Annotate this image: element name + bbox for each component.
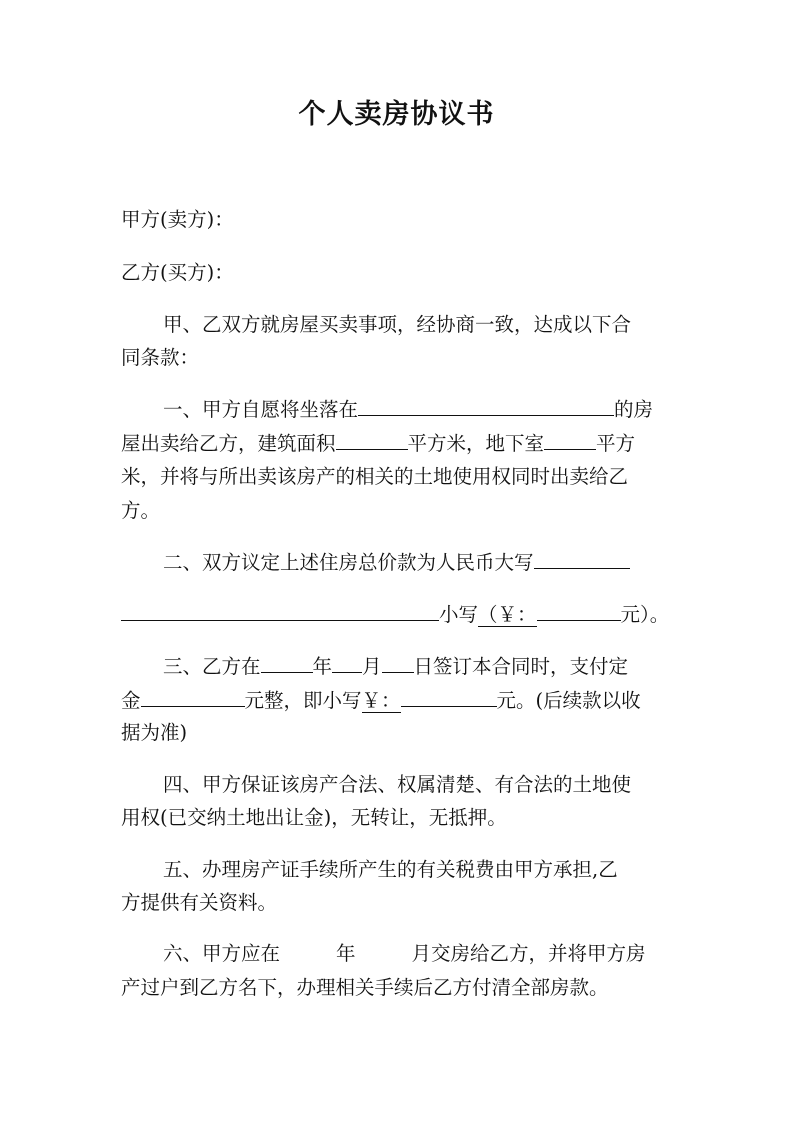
- clause-2-text: 二、双方议定上述住房总价款为人民币大写: [163, 551, 534, 574]
- clause-6-text: 月交房给乙方，并将甲方房: [411, 942, 646, 965]
- clause-1-text: 的房: [614, 398, 654, 421]
- clause-3-text: 元整，即小写: [244, 689, 362, 712]
- clause-3-text: 元。(后续款以收: [496, 689, 641, 712]
- clause-1-text: 一、甲方自愿将坐落在: [163, 398, 359, 421]
- clause-2-text: （￥：: [478, 603, 537, 626]
- clause-3-line-2: [121, 688, 641, 713]
- price-uppercase-blank-1[interactable]: [534, 550, 630, 569]
- party-a-label: 甲方(卖方)：: [121, 208, 234, 231]
- location-blank[interactable]: [358, 397, 614, 416]
- area-blank[interactable]: [336, 431, 408, 450]
- clause-4-line-2: 用权(已交纳土地出让金)，无转让，无抵押。: [121, 806, 507, 829]
- clause-4-line-1: 四、甲方保证该房产合法、权属清楚、有合法的土地使: [163, 773, 632, 796]
- party-b-label: 乙方(买方)：: [121, 261, 234, 284]
- clause-3-line-1: [163, 654, 628, 679]
- clause-1-text: 屋出卖给乙方，建筑面积: [121, 432, 336, 455]
- clause-6-line-1: [163, 942, 646, 966]
- clause-5-line-2: 方提供有关资料。: [121, 891, 278, 914]
- clause-3-text: 金: [121, 689, 141, 712]
- month-blank[interactable]: [332, 654, 362, 673]
- deposit-blank[interactable]: [141, 688, 245, 707]
- clause-5-line-1: 五、办理房产证手续所产生的有关税费由甲方承担,乙: [163, 858, 618, 881]
- clause-1-line-2: [121, 431, 635, 456]
- clause-1-line-1: [163, 397, 653, 422]
- price-uppercase-blank-2[interactable]: [121, 602, 439, 621]
- price-number-blank[interactable]: [537, 602, 621, 621]
- clause-6-text: 年: [336, 942, 356, 965]
- basement-area-blank[interactable]: [544, 431, 596, 450]
- document-title: 个人卖房协议书: [298, 99, 495, 130]
- clause-3-text: 日签订本合同时，支付定: [413, 655, 629, 678]
- clause-1-line-3: 米，并将与所出卖该房产的相关的土地使用权同时出卖给乙: [121, 465, 629, 488]
- clause-3-text: 月: [362, 655, 382, 678]
- clause-2-text: 元）。: [620, 603, 670, 626]
- deposit-number-blank[interactable]: [401, 688, 497, 707]
- clause-1-text: 平方: [596, 432, 636, 455]
- clause-6-text: 六、甲方应在: [163, 942, 281, 965]
- intro-line-2: 同条款：: [121, 346, 200, 369]
- intro-line-1: 甲、乙双方就房屋买卖事项，经协商一致，达成以下合: [163, 313, 632, 336]
- clause-3-text: 三、乙方在: [163, 655, 261, 678]
- clause-2-line-1: [163, 550, 630, 575]
- year-blank[interactable]: [261, 654, 313, 673]
- day-blank[interactable]: [382, 654, 414, 673]
- clause-2-line-2: [121, 602, 669, 627]
- clause-3-line-3: 据为准): [121, 721, 188, 744]
- clause-3-text: ￥：: [361, 689, 401, 712]
- clause-3-text: 年: [312, 655, 333, 678]
- clause-2-text: 小写: [439, 603, 479, 626]
- clause-1-line-4: 方。: [121, 499, 161, 522]
- clause-1-text: 平方米，地下室: [407, 432, 545, 455]
- clause-6-line-2: 产过户到乙方名下，办理相关手续后乙方付清全部房款。: [121, 976, 609, 999]
